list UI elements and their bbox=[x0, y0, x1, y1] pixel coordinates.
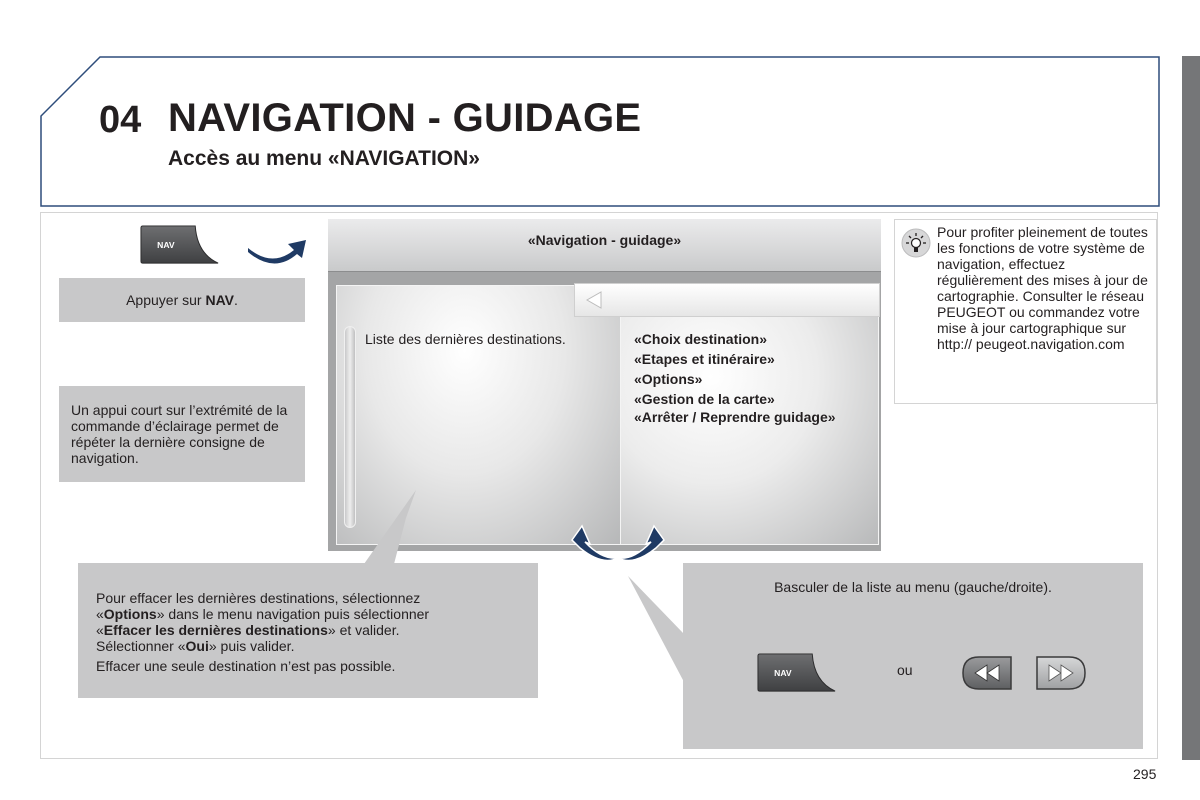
erase-line-4: Sélectionner «Oui» puis valider. bbox=[96, 638, 295, 654]
menu-item-etapes-itineraire[interactable]: «Etapes et itinéraire» bbox=[634, 351, 775, 367]
menu-item-gestion-carte[interactable]: «Gestion de la carte» bbox=[634, 391, 775, 407]
page-title: NAVIGATION - GUIDAGE bbox=[168, 96, 642, 140]
erase-line-5: Effacer une seule destination n’est pas possible. bbox=[96, 658, 396, 674]
seek-buttons-icon bbox=[961, 655, 1087, 691]
lightbulb-tip-icon bbox=[901, 228, 931, 258]
screen-title: «Navigation - guidage» bbox=[527, 232, 682, 248]
erase-line-1: Pour effacer les dernières destinations, sélectionnez bbox=[96, 590, 421, 606]
menu-item-choix-destination[interactable]: «Choix destination» bbox=[634, 331, 768, 347]
or-text: ou bbox=[897, 662, 913, 678]
tip-text: Pour profiter pleinement de toutes les fonctions de votre système de navigation, effectuez régulièrement des mises à jour de cartographie. Consulter le réseau PEUGEOT ou commandez votre mise à jour cartographique sur http:// peugeot.navigation.com bbox=[937, 224, 1148, 352]
callout-pointer-erase bbox=[360, 488, 420, 568]
list-scrollbar[interactable] bbox=[344, 326, 356, 528]
screen-header bbox=[328, 219, 881, 272]
switch-left-right-arrows-icon bbox=[566, 522, 670, 566]
page-subtitle: Accès au menu «NAVIGATION» bbox=[168, 147, 480, 170]
tip-box bbox=[894, 219, 1157, 404]
destinations-list-label: Liste des dernières destinations. bbox=[365, 331, 566, 347]
curved-arrow-right-icon bbox=[244, 234, 310, 274]
erase-destinations-instructions bbox=[78, 563, 538, 698]
nav-button-label: NAV bbox=[157, 239, 175, 250]
chapter-side-tab bbox=[1182, 56, 1200, 760]
switch-list-menu-instructions bbox=[683, 563, 1143, 749]
nav-button-icon bbox=[138, 225, 222, 265]
back-triangle-icon[interactable] bbox=[585, 291, 603, 309]
erase-line-3: «Effacer les dernières destinations» et valider. bbox=[96, 622, 400, 638]
switch-text: Basculer de la liste au menu (gauche/droite). bbox=[774, 579, 1052, 595]
menu-item-arreter-reprendre[interactable]: «Arrêter / Reprendre guidage» bbox=[634, 409, 836, 425]
erase-line-2: «Options» dans le menu navigation puis sélectionner bbox=[96, 606, 430, 622]
chapter-number: 04 bbox=[99, 99, 142, 141]
callout-pointer-switch bbox=[624, 574, 686, 684]
menu-item-options[interactable]: «Options» bbox=[634, 371, 703, 387]
nav-button-icon-2 bbox=[755, 653, 839, 693]
short-press-note: Un appui court sur l’extrémité de la commande d’éclairage permet de répéter la dernière consigne de navigation. bbox=[59, 386, 305, 482]
navigation-menu-list bbox=[634, 329, 854, 426]
menu-back-bar[interactable] bbox=[574, 283, 880, 317]
press-nav-instruction: Appuyer sur NAV. bbox=[59, 278, 305, 322]
page-number: 295 bbox=[1133, 766, 1157, 782]
nav-button-label-2: NAV bbox=[774, 667, 792, 678]
